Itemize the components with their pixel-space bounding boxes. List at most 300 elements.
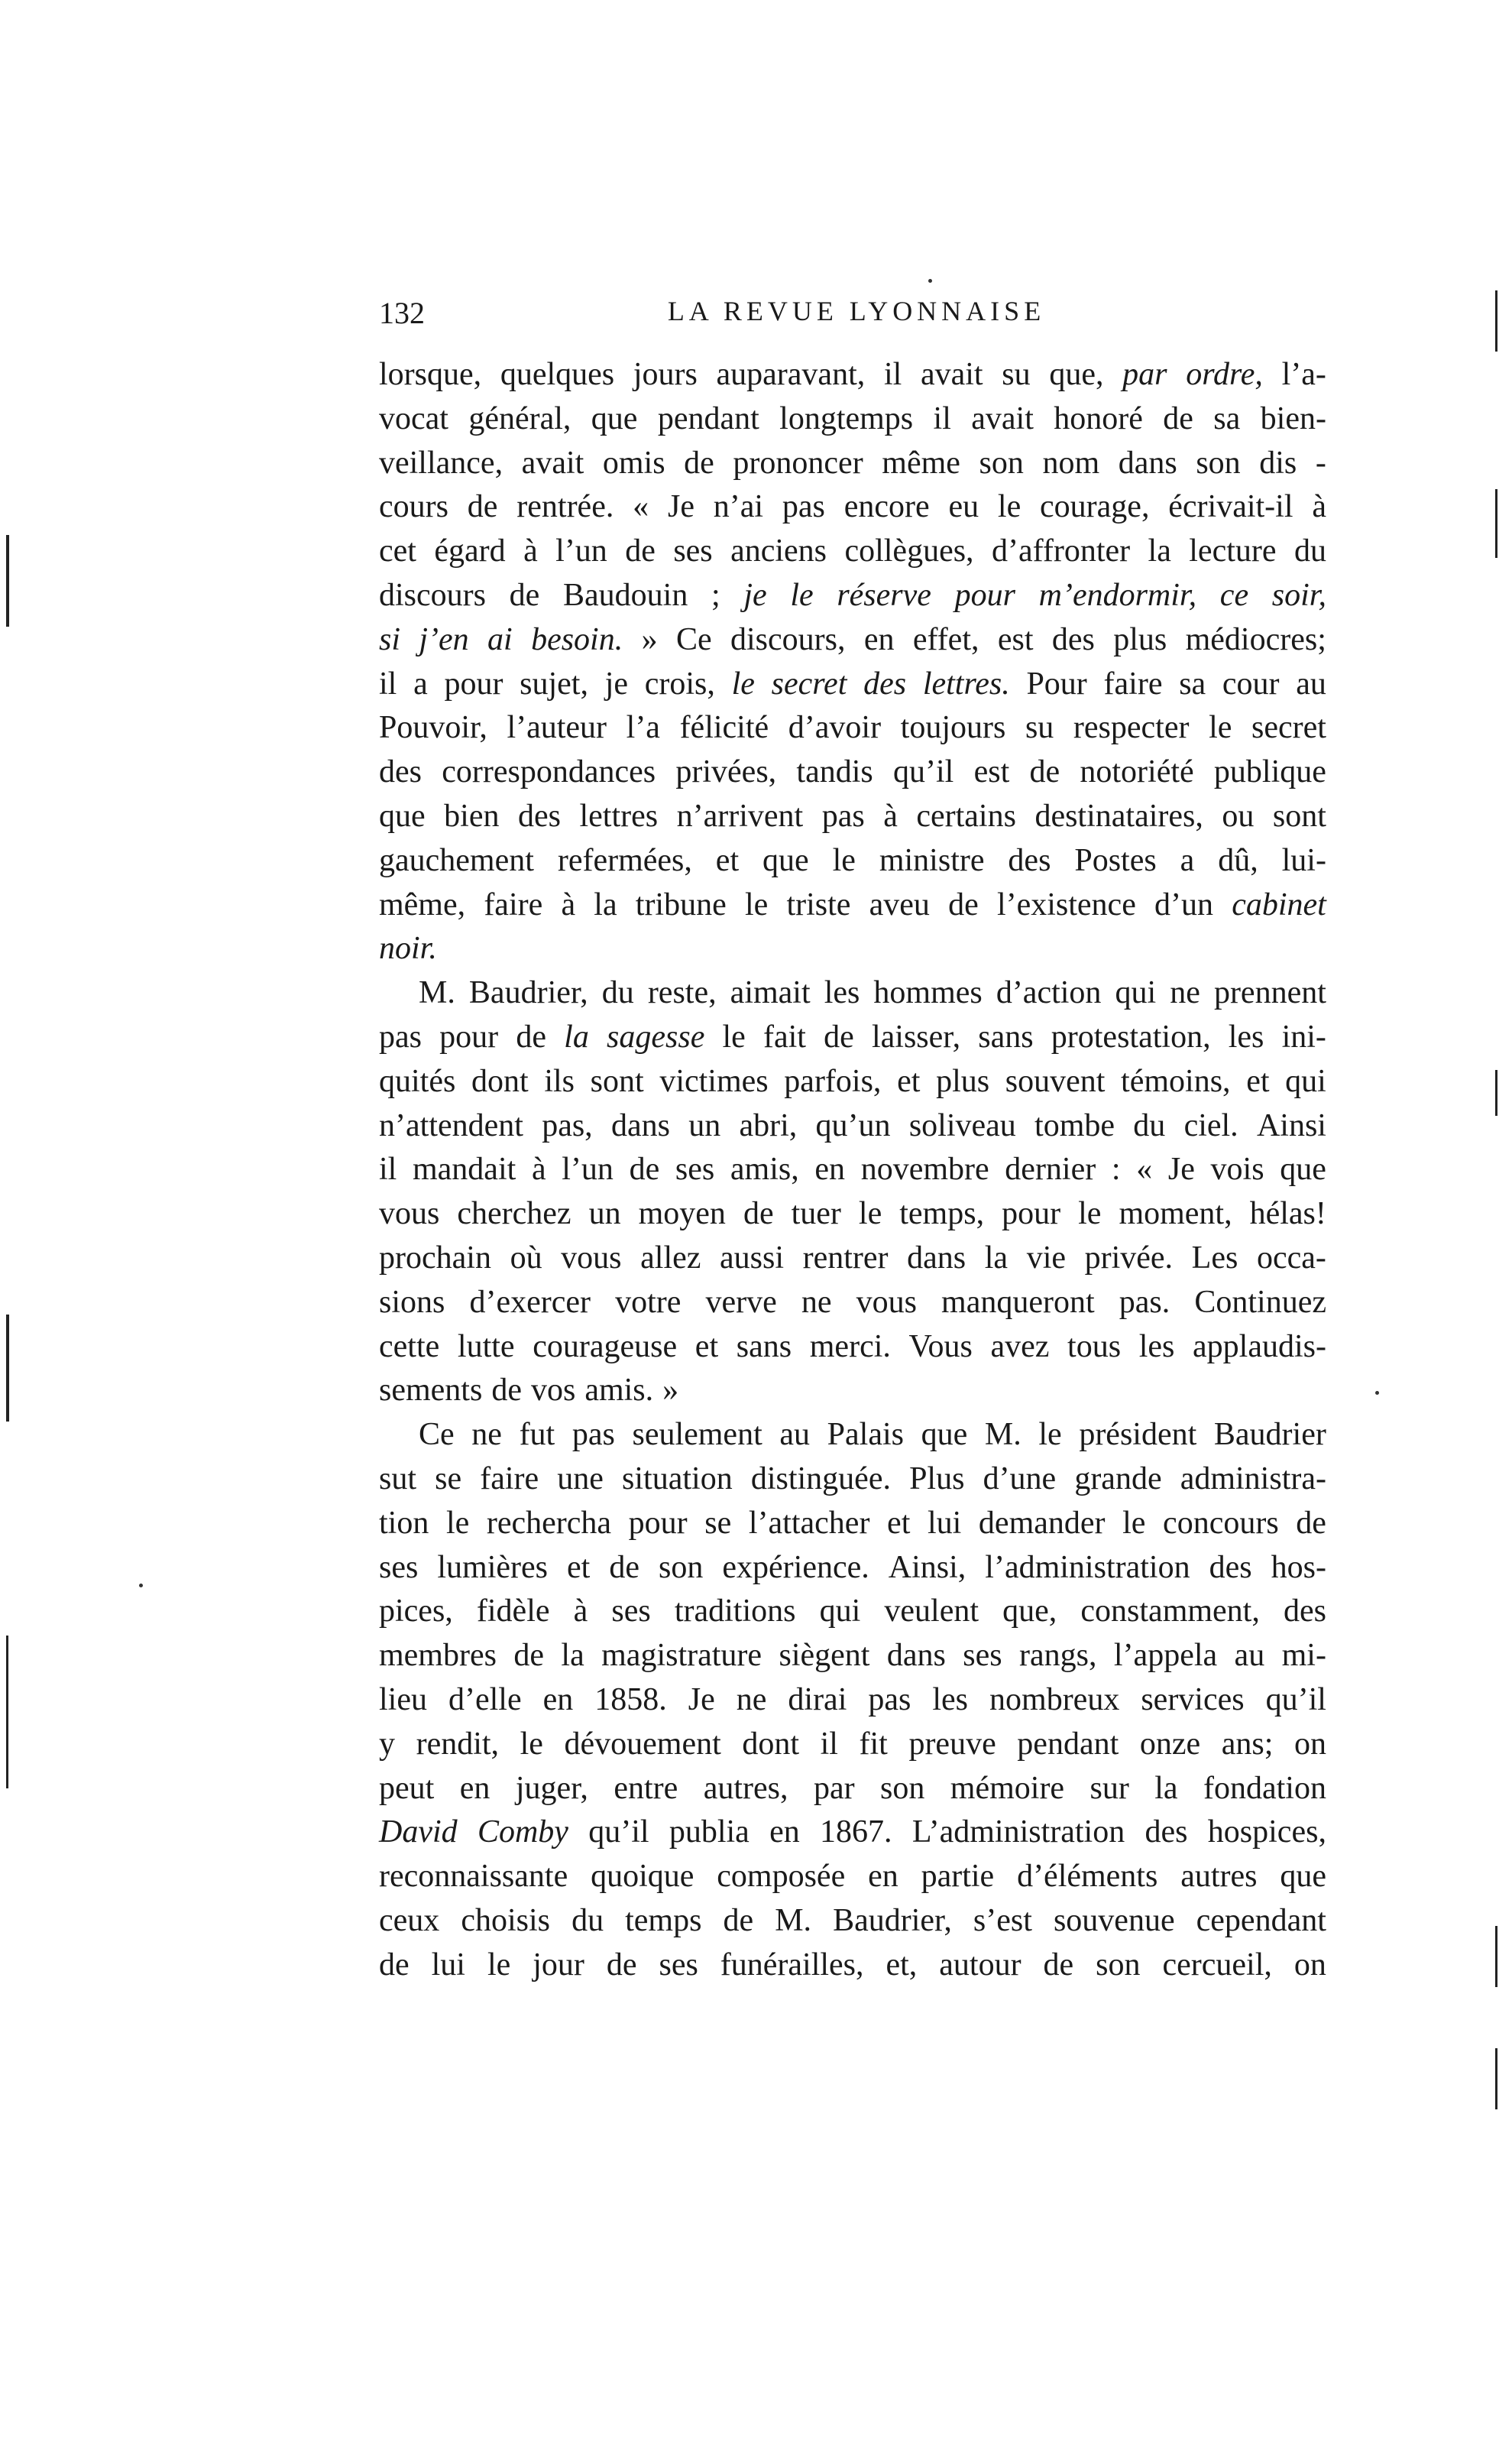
word: Ainsi	[1256, 1107, 1326, 1143]
word: qui	[1115, 975, 1157, 1011]
word: ministre	[879, 842, 985, 878]
word: même	[882, 445, 960, 481]
word: preuve	[908, 1726, 996, 1762]
text-line	[379, 1060, 1326, 1104]
word: le	[1122, 1505, 1146, 1541]
word: pas	[821, 798, 865, 834]
word: dans	[610, 1107, 670, 1143]
word: des	[1145, 1814, 1188, 1850]
word: lui	[927, 1505, 962, 1541]
word: il	[883, 357, 902, 392]
word: le	[487, 1947, 511, 1982]
word: de	[516, 1019, 546, 1055]
word: dans	[1118, 445, 1177, 481]
word: distinguée.	[750, 1461, 891, 1496]
text-line	[379, 1723, 1326, 1767]
word: l’auteur	[507, 710, 607, 746]
italic-word: m’endormir,	[1038, 577, 1197, 613]
word: en	[769, 1814, 800, 1850]
word: tion	[379, 1505, 429, 1541]
word: de	[723, 1902, 754, 1938]
word: partie	[921, 1859, 995, 1895]
word: d’elle	[448, 1681, 522, 1717]
word: Baudrier,	[833, 1902, 952, 1938]
italic-word: sagesse	[607, 1019, 705, 1055]
word: d’un	[1154, 887, 1214, 922]
text-line	[379, 839, 1326, 883]
text-line	[379, 353, 1326, 397]
word: ;	[711, 577, 720, 613]
word: sans	[978, 1019, 1034, 1055]
word: l’administration	[985, 1549, 1190, 1585]
word: soliveau	[908, 1107, 1016, 1143]
word: Palais	[827, 1417, 904, 1453]
word: qui	[819, 1593, 861, 1629]
word: qu’un	[815, 1107, 891, 1143]
word: fut	[519, 1417, 555, 1453]
word: même,	[379, 887, 466, 922]
word: un	[588, 1196, 621, 1232]
word: de	[629, 1152, 660, 1188]
word: à	[561, 887, 576, 922]
word: où	[510, 1240, 542, 1276]
word: ses	[675, 1152, 715, 1188]
word: au	[779, 1417, 811, 1453]
word: et	[887, 1505, 911, 1541]
word: aimait	[730, 975, 811, 1011]
word: sont	[590, 1063, 644, 1099]
word: vie	[1026, 1240, 1066, 1276]
word: il	[933, 400, 951, 436]
text-line	[379, 1104, 1326, 1149]
word: le	[832, 842, 856, 878]
word: la	[561, 1638, 584, 1674]
word: on	[1293, 1947, 1326, 1982]
word: prennent	[1213, 975, 1326, 1011]
word: que,	[1049, 357, 1104, 392]
word: avait	[971, 400, 1034, 436]
word: cherchez	[457, 1196, 571, 1232]
word: ses	[963, 1638, 1002, 1674]
word: que	[1280, 1152, 1326, 1188]
word: n’attendent	[379, 1107, 523, 1143]
word: vous	[856, 1284, 917, 1320]
word: la	[594, 887, 617, 922]
text-line	[379, 1855, 1326, 1899]
word: lui-	[1281, 842, 1326, 878]
speck-2	[139, 1584, 143, 1587]
word: tuer	[791, 1196, 841, 1232]
word: toujours	[900, 710, 1006, 746]
word: le	[1209, 710, 1232, 746]
word: manqueront	[941, 1284, 1095, 1320]
word: d’exercer	[469, 1284, 591, 1320]
text-line	[379, 1899, 1326, 1944]
word: plus	[1113, 621, 1167, 657]
word: «	[1136, 1152, 1153, 1188]
word: lui	[431, 1947, 465, 1982]
word: Les	[1191, 1240, 1238, 1276]
text-line	[379, 1148, 1326, 1192]
word: occa-	[1256, 1240, 1326, 1276]
word: dans	[886, 1638, 946, 1674]
italic-word: si	[379, 621, 401, 657]
word: sions	[379, 1284, 445, 1320]
word: de	[1029, 754, 1060, 790]
word: à	[883, 798, 898, 834]
word: des	[1008, 842, 1051, 878]
word: l’attacher	[748, 1505, 870, 1541]
word: gauchement	[379, 842, 534, 878]
text-line	[379, 1457, 1326, 1502]
word: hos-	[1271, 1549, 1326, 1585]
word: son	[659, 1549, 704, 1585]
word: privée.	[1084, 1240, 1174, 1276]
word: à	[1312, 489, 1326, 525]
italic-word: le	[731, 666, 755, 702]
word: fidèle	[476, 1593, 550, 1629]
text-line	[379, 1369, 1326, 1413]
word: dont	[742, 1726, 800, 1762]
word: privées,	[675, 754, 777, 790]
word: crois,	[644, 666, 715, 702]
word: entre	[614, 1770, 678, 1806]
word: de	[1296, 1505, 1326, 1541]
word: refermées,	[557, 842, 692, 878]
word: Ce	[675, 621, 712, 657]
word: aveu	[869, 887, 930, 922]
word: qu’il	[1265, 1681, 1326, 1717]
word: lorsque,	[379, 357, 482, 392]
word: que	[762, 842, 809, 878]
word: souvent	[1005, 1063, 1106, 1099]
word: les	[1138, 1328, 1175, 1364]
word: l’existence	[996, 887, 1136, 922]
word: courageuse	[533, 1328, 678, 1364]
word: merci.	[809, 1328, 891, 1364]
word: Je	[1167, 1152, 1195, 1188]
word: effet,	[912, 621, 979, 657]
word: Je	[688, 1681, 715, 1717]
text-line	[379, 1767, 1326, 1811]
left-margin-scan-line-2	[6, 1315, 9, 1422]
word: vos	[530, 1373, 576, 1409]
word: général,	[468, 400, 571, 436]
word: »	[641, 621, 658, 657]
word: son	[1196, 445, 1241, 481]
word: protestation,	[1051, 1019, 1211, 1055]
word: je	[604, 666, 629, 702]
word: de	[513, 1638, 545, 1674]
text-line	[379, 883, 1326, 928]
word: un	[688, 1107, 721, 1143]
word: sut	[379, 1461, 417, 1496]
word: destinataires,	[1034, 798, 1203, 834]
word: publique	[1213, 754, 1326, 790]
word: et	[1246, 1063, 1270, 1099]
word: prochain	[379, 1240, 491, 1276]
word: administra-	[1180, 1461, 1326, 1496]
word: ne	[736, 1681, 767, 1717]
word: écrivait-il	[1168, 489, 1293, 525]
word: Pouvoir,	[379, 710, 487, 746]
word: su	[1002, 357, 1031, 392]
word: amis,	[730, 1152, 799, 1188]
text-line	[379, 706, 1326, 751]
word: faire	[480, 1461, 539, 1496]
word: témoins,	[1121, 1063, 1231, 1099]
word: longtemps	[779, 400, 914, 436]
word: Je	[667, 489, 694, 525]
word: avait	[920, 357, 983, 392]
word: abri,	[739, 1107, 798, 1143]
word: reconnaissante	[379, 1859, 568, 1895]
word: pour	[628, 1505, 688, 1541]
word: autres	[1180, 1859, 1258, 1895]
word: ne	[471, 1417, 502, 1453]
word: le	[997, 489, 1021, 525]
word: lutte	[457, 1328, 515, 1364]
word: sa	[1179, 666, 1206, 702]
word: des	[379, 754, 422, 790]
word: temps,	[899, 1196, 985, 1232]
text-line	[379, 574, 1326, 618]
word: de	[824, 1019, 854, 1055]
word: laisser,	[871, 1019, 961, 1055]
word: rangs,	[1019, 1638, 1097, 1674]
text-line	[379, 971, 1326, 1016]
word: quelques	[500, 357, 615, 392]
word: «	[633, 489, 649, 525]
word: Pour	[1026, 666, 1087, 702]
word: mi-	[1281, 1638, 1326, 1674]
word: pas	[379, 1019, 422, 1055]
word: rendit,	[416, 1726, 500, 1762]
word: cour	[1222, 666, 1280, 702]
text-line	[379, 1325, 1326, 1370]
word: les	[932, 1681, 969, 1717]
italic-word: David	[379, 1814, 458, 1850]
body-text	[379, 353, 1326, 1987]
word: grande	[1074, 1461, 1162, 1496]
word: applaudis-	[1193, 1328, 1326, 1364]
running-title: LA REVUE LYONNAISE	[667, 296, 1046, 326]
word: faire	[484, 887, 543, 922]
italic-word: Comby	[477, 1814, 568, 1850]
left-margin-scan-line	[6, 535, 9, 627]
word: expérience.	[722, 1549, 869, 1585]
word: Vous	[908, 1328, 973, 1364]
word: du	[1133, 1107, 1166, 1143]
word: onze	[1139, 1726, 1201, 1762]
word: à	[523, 533, 538, 569]
word: su	[1025, 710, 1054, 746]
word: tandis	[796, 754, 873, 790]
word: lecture	[1189, 533, 1277, 569]
word: secret	[1251, 710, 1326, 746]
word: et,	[886, 1947, 918, 1982]
italic-word: cabinet	[1232, 887, 1326, 922]
page-header	[379, 290, 1334, 344]
word: ses	[379, 1549, 419, 1585]
word: d’une	[983, 1461, 1057, 1496]
word: que	[379, 798, 426, 834]
word: de	[606, 1947, 637, 1982]
word: juger,	[515, 1770, 588, 1806]
text-line	[379, 1678, 1326, 1723]
text-line	[379, 1811, 1326, 1855]
word: de	[467, 489, 498, 525]
word: courage,	[1040, 489, 1150, 525]
word: sa	[1213, 400, 1241, 436]
word: en	[459, 1770, 491, 1806]
italic-word: besoin.	[531, 621, 623, 657]
word: n’arrivent	[676, 798, 804, 834]
word: au	[1234, 1638, 1265, 1674]
word: vocat	[379, 400, 448, 436]
word: L’administration	[911, 1814, 1125, 1850]
word: constamment,	[1080, 1593, 1260, 1629]
word: pour	[439, 1019, 499, 1055]
text-line	[379, 442, 1326, 486]
word: d’avoir	[788, 710, 882, 746]
word: la	[1148, 533, 1171, 569]
text-line	[379, 530, 1326, 574]
word: ini-	[1281, 1019, 1326, 1055]
word: rentrer	[802, 1240, 889, 1276]
word: des	[1051, 621, 1095, 657]
word: d’action	[996, 975, 1102, 1011]
word: le	[722, 1019, 746, 1055]
word: qui	[1285, 1063, 1326, 1099]
word: en	[863, 621, 895, 657]
word: Continuez	[1194, 1284, 1326, 1320]
word: de	[609, 1549, 639, 1585]
italic-word: ai	[487, 621, 513, 657]
word: triste	[786, 887, 851, 922]
word: -	[1315, 445, 1326, 481]
word: sur	[1089, 1770, 1129, 1806]
left-margin-scan-line-3	[6, 1636, 8, 1788]
word: reste,	[647, 975, 717, 1011]
word: se	[704, 1505, 732, 1541]
text-line	[379, 927, 1326, 971]
word: aussi	[720, 1240, 785, 1276]
word: a	[413, 666, 428, 702]
word: ans;	[1221, 1726, 1274, 1762]
word: le	[445, 1505, 470, 1541]
word: lieu	[379, 1681, 427, 1717]
word: dernier	[1005, 1152, 1096, 1188]
italic-word: la	[564, 1019, 589, 1055]
word: et	[694, 1328, 719, 1364]
text-line	[379, 1192, 1326, 1237]
word: Baudouin	[563, 577, 688, 613]
word: son	[880, 1770, 925, 1806]
word: égard	[434, 533, 506, 569]
word: de	[1163, 400, 1193, 436]
word: Baudrier	[1213, 1417, 1326, 1453]
text-line	[379, 795, 1326, 839]
word: honoré	[1054, 400, 1143, 436]
italic-word: le	[790, 577, 814, 613]
word: fait	[763, 1019, 806, 1055]
word: moyen	[638, 1196, 726, 1232]
word: cet	[379, 533, 416, 569]
word: novembre	[860, 1152, 989, 1188]
word: respecter	[1073, 710, 1190, 746]
word: lettres	[579, 798, 659, 834]
word: autres,	[703, 1770, 788, 1806]
word: l’a-	[1281, 357, 1326, 392]
word: sans	[736, 1328, 792, 1364]
word: des	[517, 798, 561, 834]
word: sujet,	[520, 666, 588, 702]
word: plus	[936, 1063, 990, 1099]
right-margin-scan-line-2	[1495, 489, 1497, 558]
word: s’est	[973, 1902, 1032, 1938]
word: l’a	[626, 710, 660, 746]
word: choisis	[461, 1902, 551, 1938]
word: la	[984, 1240, 1009, 1276]
word: en	[542, 1681, 574, 1717]
text-line	[379, 1502, 1326, 1546]
word: en	[814, 1152, 846, 1188]
word: amis.	[584, 1373, 654, 1409]
word: temps	[625, 1902, 702, 1938]
word: discours,	[730, 621, 846, 657]
word: autour	[939, 1947, 1021, 1982]
word: Ce	[419, 1417, 455, 1453]
word: anciens	[730, 533, 827, 569]
word: mandait	[413, 1152, 516, 1188]
word: moment,	[1119, 1196, 1232, 1232]
word: que	[1280, 1859, 1326, 1895]
word: omis	[602, 445, 665, 481]
word: une	[557, 1461, 604, 1496]
word: souvenue	[1053, 1902, 1175, 1938]
word: pas	[868, 1681, 911, 1717]
word: y	[379, 1726, 395, 1762]
word: parfois,	[784, 1063, 882, 1099]
word: félicité	[679, 710, 769, 746]
word: cependant	[1196, 1902, 1326, 1938]
word: de	[743, 1196, 774, 1232]
word: tribune	[635, 887, 727, 922]
word: pour	[444, 666, 503, 702]
word: dû,	[1218, 842, 1258, 878]
word: des	[1283, 1593, 1326, 1629]
word: ou	[1222, 798, 1255, 834]
word: le	[744, 887, 769, 922]
word: encore	[843, 489, 930, 525]
text-line	[379, 1413, 1326, 1457]
word: ceux	[379, 1902, 440, 1938]
word: vois	[1210, 1152, 1264, 1188]
word: ne	[801, 1284, 832, 1320]
word: jour	[533, 1947, 584, 1982]
italic-word: ce	[1219, 577, 1249, 613]
word: hospices,	[1207, 1814, 1326, 1850]
word: funérailles,	[720, 1947, 864, 1982]
word: du	[601, 975, 634, 1011]
word: sont	[1272, 798, 1326, 834]
word: de	[948, 887, 979, 922]
word: veulent	[884, 1593, 979, 1629]
word: que	[591, 400, 638, 436]
word: d’éléments	[1017, 1859, 1158, 1895]
word: ses	[673, 533, 713, 569]
